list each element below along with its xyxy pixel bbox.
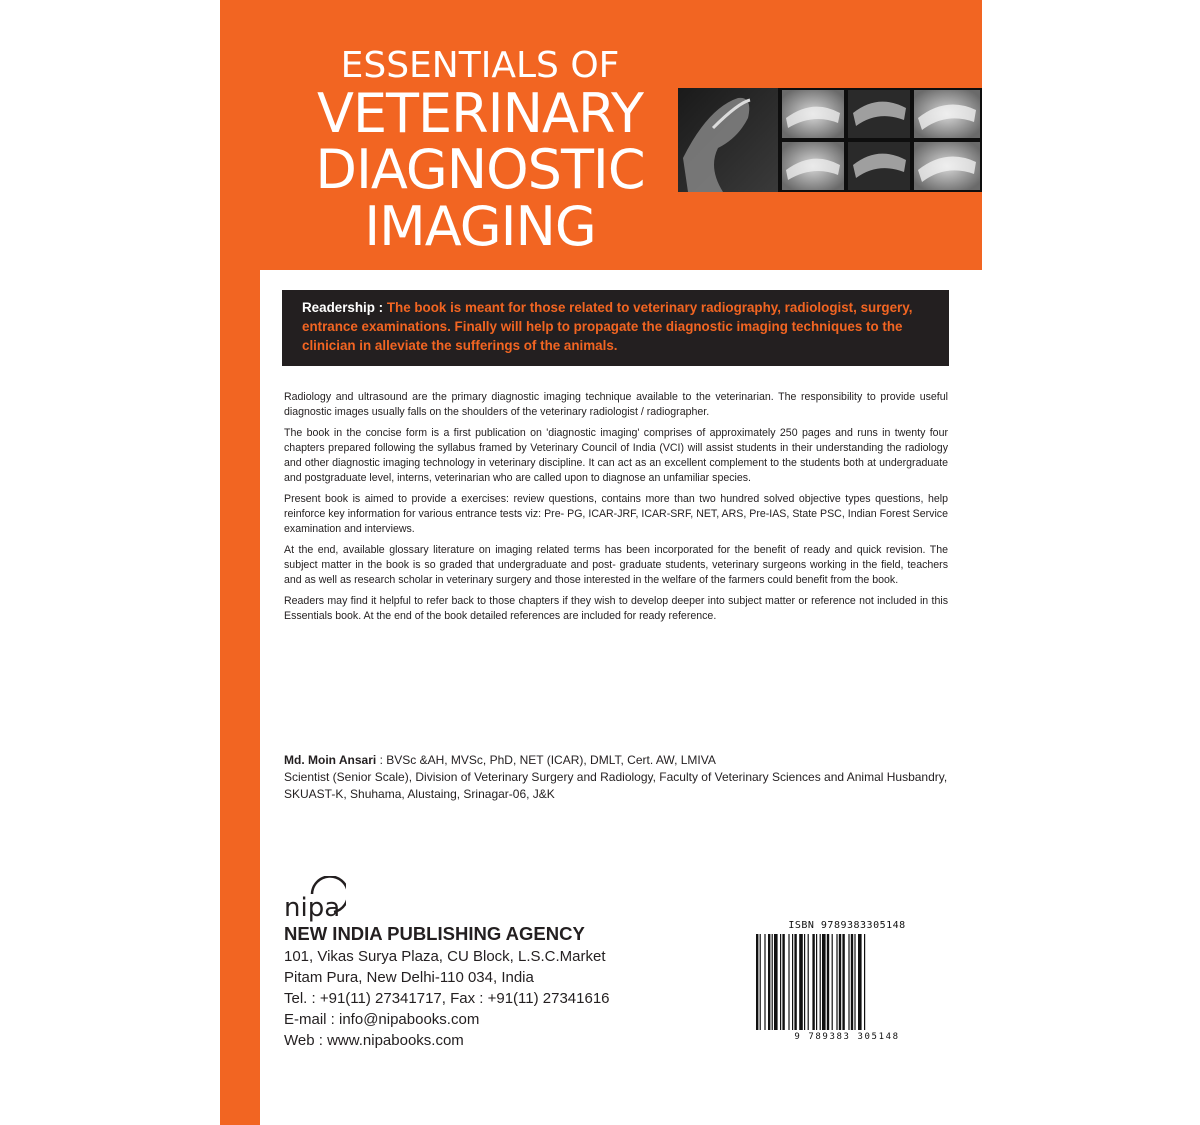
- barcode-bar: [804, 934, 805, 1030]
- barcode-bar: [799, 934, 803, 1030]
- barcode-bar: [780, 934, 781, 1030]
- barcode-bar: [760, 934, 761, 1030]
- nipa-logo: [282, 876, 346, 926]
- publisher-address-2: Pitam Pura, New Delhi-110 034, India: [284, 969, 534, 986]
- barcode-bar: [768, 934, 770, 1030]
- barcode-bar: [851, 934, 853, 1030]
- publisher-info: [284, 922, 744, 1051]
- isbn-barcode: [754, 920, 940, 1042]
- barcode-bar: [792, 934, 793, 1030]
- title-line-2: VETERINARY: [317, 82, 643, 145]
- barcode-bar: [788, 934, 789, 1030]
- book-back-cover: [220, 0, 982, 1125]
- description-text: [284, 390, 948, 630]
- barcode-bar: [827, 934, 829, 1030]
- isbn-digits: 9 789383 305148: [794, 1032, 900, 1042]
- title-line-1: ESSENTIALS OF: [340, 45, 620, 86]
- book-title: [280, 46, 680, 256]
- barcode-bar: [772, 934, 773, 1030]
- barcode-bar: [782, 934, 784, 1030]
- readership-text: The book is meant for those related to veterinary radiography, radiologist, surgery, entrance examinations. Finally will help to propagate the diagnostic imaging techniques to the clinician in alleviate the sufferings of the animals.: [302, 300, 913, 353]
- barcode-bar: [858, 934, 862, 1030]
- isbn-label: ISBN 9789383305148: [788, 920, 906, 931]
- readership-label: Readership :: [302, 300, 387, 315]
- barcode-bar: [764, 934, 765, 1030]
- barcode-bar: [820, 934, 821, 1030]
- paragraph: The book in the concise form is a first publication on 'diagnostic imaging' comprises of approximately 250 pages and runs in twenty four chapters prepared following the syllabus framed by Veterinary Council of India (VCI) will assist students in their understanding the radiology and other diagnostic imaging technology in veterinary discipline. It can act as an excellent complement to the students both at undergraduate and postgraduate level, interns, veterinarian who are called upon to diagnose an unfamiliar species.: [284, 427, 948, 484]
- author-name: Md. Moin Ansari: [284, 753, 377, 767]
- barcode-bar: [756, 934, 758, 1030]
- barcode-bar: [774, 934, 778, 1030]
- barcode-bar: [836, 934, 837, 1030]
- publisher-phone: Tel. : +91(11) 27341717, Fax : +91(11) 27341616: [284, 990, 610, 1007]
- author-affiliation: Scientist (Senior Scale), Division of Veterinary Surgery and Radiology, Faculty of Veterinary Sciences and Animal Husbandry, SKUAST-K, Shuhama, Alustaing, Srinagar-06, J&K: [284, 770, 948, 801]
- publisher-address-1: 101, Vikas Surya Plaza, CU Block, L.S.C.Market: [284, 948, 606, 965]
- barcode-bar: [816, 934, 817, 1030]
- barcode-bar: [839, 934, 841, 1030]
- barcode-bar: [832, 934, 833, 1030]
- left-accent-stripe: [222, 270, 260, 1125]
- paragraph: Radiology and ultrasound are the primary diagnostic imaging technique available to the veterinarian. The responsibility to provide useful diagnostic images usually falls on the shoulders of the veterinary radiologist / radiographer.: [284, 391, 948, 418]
- author-info: [284, 752, 950, 803]
- barcode-bar: [794, 934, 796, 1030]
- paragraph: Readers may find it helpful to refer back to those chapters if they wish to develop deeper into subject matter or reference not included in this Essentials book. At the end of the book detailed references are included for ready reference.: [284, 595, 948, 622]
- barcode-bar: [842, 934, 844, 1030]
- barcode-bar: [864, 934, 865, 1030]
- publisher-email: E-mail : info@nipabooks.com: [284, 1011, 480, 1028]
- nipa-logo-icon: [282, 876, 346, 926]
- author-line: [284, 752, 950, 769]
- barcode-bar: [854, 934, 855, 1030]
- radiograph-image-strip: [678, 88, 982, 192]
- radiograph-images: [678, 88, 982, 192]
- publisher-web: Web : www.nipabooks.com: [284, 1032, 464, 1049]
- title-line-4: IMAGING: [364, 195, 596, 258]
- readership-box: [282, 290, 949, 366]
- barcode-bar: [812, 934, 814, 1030]
- barcode-bar: [848, 934, 849, 1030]
- paragraph: Present book is aimed to provide a exercises: review questions, contains more than two hundred solved objective types questions, help reinforce key information for various entrance tests viz: Pre- PG, ICAR-JRF, ICAR-SRF, NET, ARS, Pre-IAS, State PSC, Indian Forest Service examination and interviews.: [284, 493, 948, 535]
- publisher-name: NEW INDIA PUBLISHING AGENCY: [284, 923, 585, 944]
- barcode-bars: [756, 934, 938, 1030]
- paragraph: At the end, available glossary literature on imaging related terms has been incorporated for the benefit of ready and quick revision. The subject matter in the book is so graded that undergraduate and post- graduate students, veterinary surgeons working in the field, teachers and as well as research scholar in veterinary surgery and those interested in the welfare of the farmers could benefit from the book.: [284, 544, 948, 586]
- title-line-3: DIAGNOSTIC: [315, 138, 645, 201]
- barcode-bar: [822, 934, 826, 1030]
- logo-text: nipa: [284, 893, 341, 923]
- barcode-bar: [808, 934, 809, 1030]
- author-credentials: : BVSc &AH, MVSc, PhD, NET (ICAR), DMLT, Cert. AW, LMIVA: [376, 753, 716, 767]
